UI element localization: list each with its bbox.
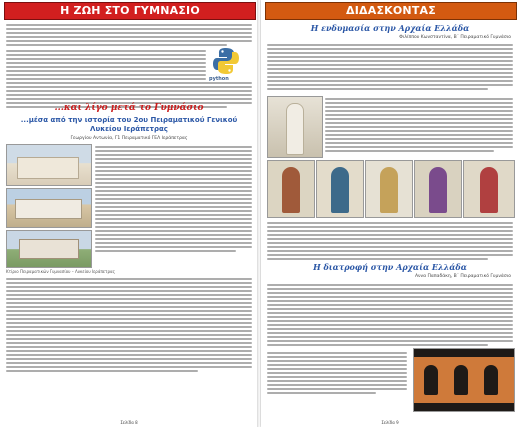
clothing-article-title: Η ενδυμασία στην Αρχαία Ελλάδα bbox=[310, 23, 470, 33]
python-paragraph bbox=[6, 48, 206, 82]
clothing-figure-photo-5 bbox=[463, 160, 515, 218]
body-paragraph-2 bbox=[6, 276, 252, 374]
left-page bbox=[0, 0, 258, 427]
intro-paragraph bbox=[6, 22, 252, 48]
clothing-byline: Φιλίππου Κωνσταντίνα, Β΄ Πειραματικό Γυμνάσιο bbox=[399, 35, 511, 40]
right-page-number: Σελίδα 9 bbox=[381, 420, 399, 425]
right-page bbox=[261, 0, 519, 427]
diet-byline: Αννα Παπαδάκη, Β΄ Πειραματικό Γυμνάσιο bbox=[414, 274, 511, 279]
statue-photo bbox=[267, 96, 323, 158]
clothing-paragraph-1 bbox=[267, 42, 513, 92]
left-page-banner: Η ΖΩΗ ΣΤΟ ΓΥΜΝΑΣΙΟ bbox=[4, 2, 256, 20]
after-gymnasium-title: ...και λίγο μετά το Γυμνάσιο bbox=[54, 103, 204, 113]
diet-paragraph-1 bbox=[267, 282, 513, 348]
clothing-figure-photo-1 bbox=[267, 160, 315, 218]
clothing-figure-photo-2 bbox=[316, 160, 364, 218]
history-text-column bbox=[95, 144, 252, 254]
left-byline: Γεωργίου Αντωνία, Γ1 Πειραματικό ΓΕΛ Ιεράπετρας bbox=[70, 136, 188, 141]
school-building-photo-2 bbox=[6, 188, 92, 228]
school-building-photo-3 bbox=[6, 230, 92, 268]
school-building-photo-1 bbox=[6, 144, 92, 186]
lyceum-history-title: ...μέσα από την ιστορία του 2ου Πειραματικού Γενικού Λυκείου Ιεράπετρας bbox=[20, 116, 238, 133]
building-caption: Κτίριο Πειραματικών Γυμνασίου – Λυκείου Ιεράπετρας bbox=[6, 269, 115, 274]
clothing-figure-photo-3 bbox=[365, 160, 413, 218]
python-logo-label: python bbox=[209, 76, 229, 82]
clothing-paragraph-3 bbox=[267, 220, 513, 262]
diet-paragraph-2 bbox=[267, 350, 407, 396]
left-page-number: Σελίδα 8 bbox=[120, 420, 138, 425]
right-page-banner: ΔΙΔΑΣΚΟΝΤΑΣ bbox=[265, 2, 517, 20]
clothing-figure-photo-4 bbox=[414, 160, 462, 218]
clothing-paragraph-2 bbox=[325, 96, 513, 154]
diet-article-title: Η διατροφή στην Αρχαία Ελλάδα bbox=[313, 262, 467, 272]
python-logo-icon bbox=[211, 46, 241, 76]
ancient-feast-vase-image bbox=[413, 348, 515, 412]
